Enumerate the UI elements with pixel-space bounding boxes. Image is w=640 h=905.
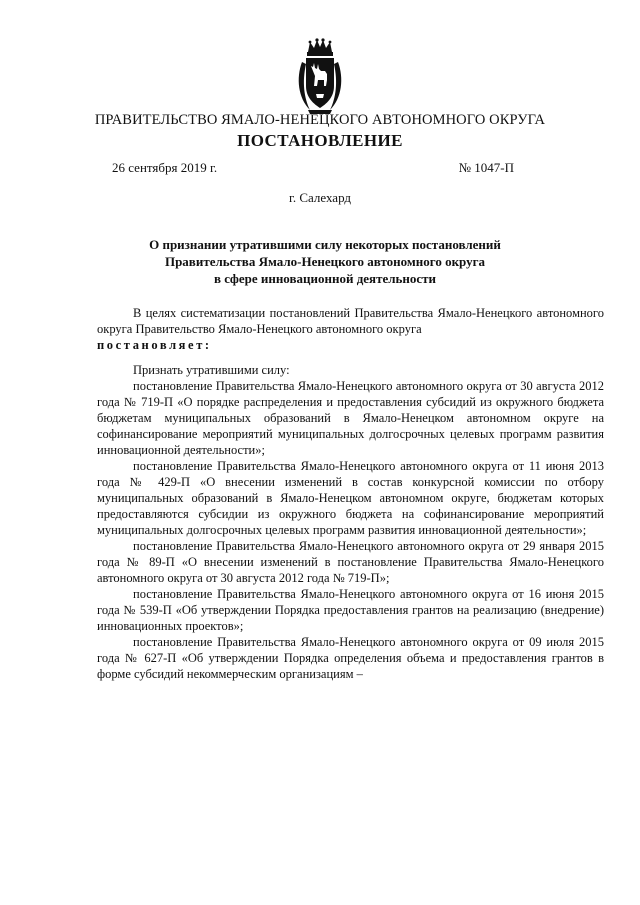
document-city: г. Салехард — [288, 190, 352, 205]
yamal-coat-of-arms-icon — [294, 38, 346, 116]
list-item: постановление Правительства Ямало-Ненецкого автономного округа от 11 июня 2013 года № 429-П «О внесении изменений в состав конкурсной комиссии по отбору муниципальных образований в Ямало-Ненецком автономном округе, бюджетам которых предоставляются субсидии из окружного бюджета на софинансирование мероприятий муниципальных долгосрочных целевых программ развития инновационной деятельности»; — [97, 459, 604, 537]
list-item: постановление Правительства Ямало-Ненецкого автономного округа от 16 июня 2015 года № 539-П «Об утверждении Порядка предоставления грантов на реализацию (внедрение) инновационных проектов»; — [97, 587, 604, 633]
document-type-title: ПОСТАНОВЛЕНИЕ — [237, 131, 403, 150]
heading-line: О признании утратившими силу некоторых постановлений — [149, 237, 501, 252]
intro-paragraph — [97, 305, 604, 353]
document-number: № 1047-П — [458, 160, 514, 175]
list-item: постановление Правительства Ямало-Ненецкого автономного округа от 29 января 2015 года № 89-П «О внесении изменений в постановление Правительства Ямало-Ненецкого автономного округа от 30 августа 2012 года № 719-П»; — [97, 539, 604, 585]
heading-line: Правительства Ямало-Ненецкого автономного округа — [164, 254, 486, 269]
organization-name: ПРАВИТЕЛЬСТВО ЯМАЛО-НЕНЕЦКОГО АВТОНОМНОГО ОКРУГА — [94, 112, 546, 128]
heading-line: в сфере инновационной деятельности — [213, 271, 437, 286]
main-text — [97, 362, 604, 682]
intro-text: В целях систематизации постановлений Правительства Ямало-Ненецкого автономного округа Правительство Ямало-Ненецкого автономного округа — [97, 306, 604, 336]
document-heading — [100, 236, 550, 287]
list-item: постановление Правительства Ямало-Ненецкого автономного округа от 09 июля 2015 года № 627-П «Об утверждении Порядка определения объема и предоставления грантов в форме субсидий некоммерческим организациям – — [97, 635, 604, 681]
main-lead: Признать утратившими силу: — [133, 363, 290, 377]
list-item: постановление Правительства Ямало-Ненецкого автономного округа от 30 августа 2012 года № 719-П «О порядке распределения и предоставления субсидий из окружного бюджета бюджетам муниципальных образований в Ямало-Ненецком автономном округе на софинансирование мероприятий муниципальных долгосрочных целевых программ развития инновационной деятельности»; — [97, 379, 604, 457]
document-date: 26 сентября 2019 г. — [112, 160, 218, 175]
resolves-keyword: постановляет: — [97, 338, 212, 352]
